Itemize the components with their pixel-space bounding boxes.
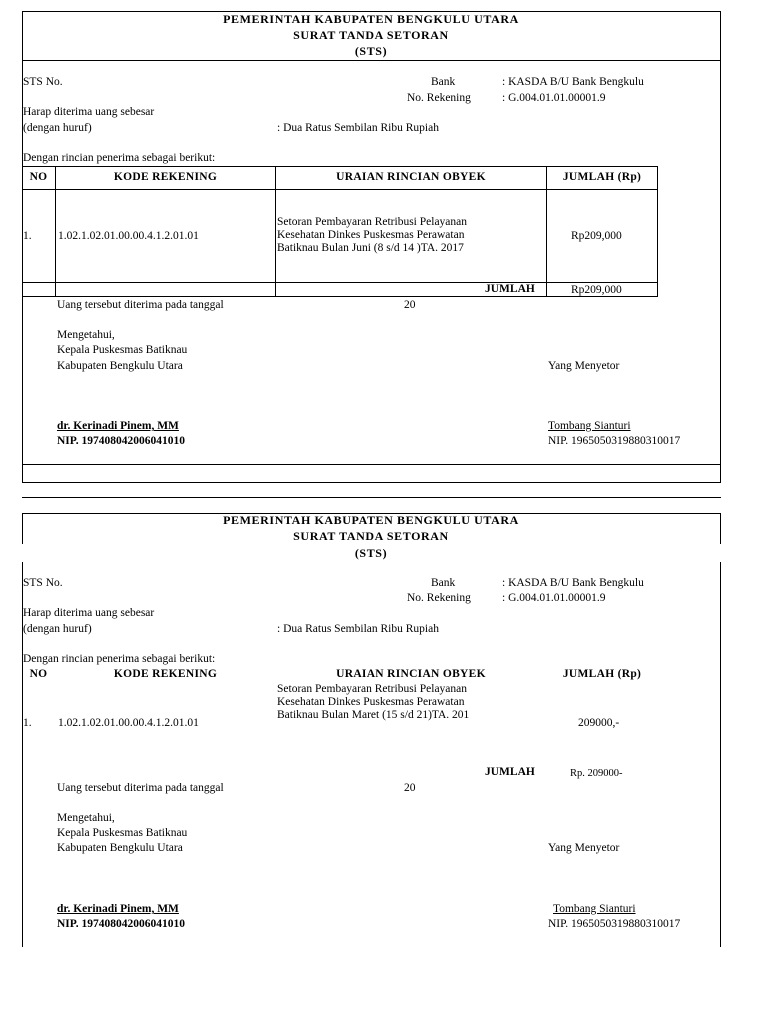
kabupaten: Kabupaten Bengkulu Utara bbox=[57, 360, 183, 372]
diterima-label: Uang tersebut diterima pada tanggal bbox=[57, 782, 224, 794]
diterima-label: Uang tersebut diterima pada tanggal bbox=[57, 299, 224, 311]
row-no: 1. bbox=[23, 717, 32, 729]
header-title: PEMERINTAH KABUPATEN BENGKULU UTARA bbox=[223, 513, 519, 527]
total-label: JUMLAH bbox=[485, 766, 535, 778]
header-sts: (STS) bbox=[354, 44, 388, 58]
rekening-value: : G.004.01.01.00001.9 bbox=[502, 92, 606, 104]
huruf-label: (dengan huruf) bbox=[23, 122, 92, 134]
huruf-value: : Dua Ratus Sembilan Ribu Rupiah bbox=[277, 623, 439, 635]
signer-right-name: Tombang Sianturi bbox=[553, 903, 636, 915]
signer-left-name: dr. Kerinadi Pinem, MM bbox=[57, 420, 179, 432]
col-jumlah: JUMLAH (Rp) bbox=[562, 171, 642, 183]
mengetahui: Mengetahui, bbox=[57, 329, 115, 341]
col-no: NO bbox=[29, 668, 48, 680]
sts-no-label: STS No. bbox=[23, 577, 63, 589]
yang-menyetor: Yang Menyetor bbox=[548, 360, 620, 372]
row-kode: 1.02.1.02.01.00.00.4.1.2.01.01 bbox=[58, 717, 199, 729]
harap-label: Harap diterima uang sebesar bbox=[23, 607, 155, 619]
row-uraian-2: Kesehatan Dinkes Puskesmas Perawatan bbox=[277, 696, 465, 708]
row-no: 1. bbox=[23, 230, 32, 242]
row-kode: 1.02.1.02.01.00.00.4.1.2.01.01 bbox=[58, 230, 199, 242]
huruf-value: : Dua Ratus Sembilan Ribu Rupiah bbox=[277, 122, 439, 134]
col-jumlah: JUMLAH (Rp) bbox=[562, 668, 642, 680]
total-value: Rp209,000 bbox=[571, 284, 622, 296]
row-jumlah: Rp209,000 bbox=[571, 230, 622, 242]
total-value: Rp. 209000- bbox=[570, 768, 623, 779]
signer-left-name: dr. Kerinadi Pinem, MM bbox=[57, 903, 179, 915]
kepala: Kepala Puskesmas Batiknau bbox=[57, 827, 188, 839]
huruf-label: (dengan huruf) bbox=[23, 623, 92, 635]
header-title: PEMERINTAH KABUPATEN BENGKULU UTARA bbox=[223, 12, 519, 26]
signer-right-nip: NIP. 1965050319880310017 bbox=[548, 918, 681, 930]
row-uraian-1: Setoran Pembayaran Retribusi Pelayanan bbox=[277, 216, 468, 228]
mengetahui: Mengetahui, bbox=[57, 812, 115, 824]
row-uraian-2: Kesehatan Dinkes Puskesmas Perawatan bbox=[277, 229, 465, 241]
bank-value: : KASDA B/U Bank Bengkulu bbox=[502, 76, 644, 88]
bank-label: Bank bbox=[431, 577, 456, 589]
signer-right-name: Tombang Sianturi bbox=[548, 420, 631, 432]
signer-left-nip: NIP. 197408042006041010 bbox=[57, 918, 185, 930]
diterima-year: 20 bbox=[404, 782, 416, 794]
rekening-label: No. Rekening bbox=[407, 92, 471, 104]
signer-left-nip: NIP. 197408042006041010 bbox=[57, 435, 185, 447]
rincian-label: Dengan rincian penerima sebagai berikut: bbox=[23, 653, 216, 665]
header-subtitle: SURAT TANDA SETORAN bbox=[293, 28, 449, 42]
col-uraian: URAIAN RINCIAN OBYEK bbox=[336, 171, 486, 183]
col-no: NO bbox=[29, 171, 48, 183]
total-label: JUMLAH bbox=[485, 283, 535, 295]
rekening-value: : G.004.01.01.00001.9 bbox=[502, 592, 606, 604]
header-sts: (STS) bbox=[354, 546, 388, 560]
row-uraian-3: Batiknau Bulan Maret (15 s/d 21)TA. 201 bbox=[277, 709, 470, 721]
harap-label: Harap diterima uang sebesar bbox=[23, 106, 155, 118]
col-uraian: URAIAN RINCIAN OBYEK bbox=[336, 668, 486, 680]
row-uraian-1: Setoran Pembayaran Retribusi Pelayanan bbox=[277, 683, 468, 695]
kabupaten: Kabupaten Bengkulu Utara bbox=[57, 842, 183, 854]
signer-right-nip: NIP. 1965050319880310017 bbox=[548, 435, 681, 447]
row-jumlah: 209000,- bbox=[578, 717, 620, 729]
diterima-year: 20 bbox=[404, 299, 416, 311]
sts-no-label: STS No. bbox=[23, 76, 63, 88]
kepala: Kepala Puskesmas Batiknau bbox=[57, 344, 188, 356]
bank-value: : KASDA B/U Bank Bengkulu bbox=[502, 577, 644, 589]
page-separator bbox=[22, 497, 721, 498]
rekening-label: No. Rekening bbox=[407, 592, 471, 604]
rincian-label: Dengan rincian penerima sebagai berikut: bbox=[23, 152, 216, 164]
bank-label: Bank bbox=[431, 76, 456, 88]
col-kode: KODE REKENING bbox=[113, 668, 218, 680]
col-kode: KODE REKENING bbox=[113, 171, 218, 183]
yang-menyetor: Yang Menyetor bbox=[548, 842, 620, 854]
header-subtitle: SURAT TANDA SETORAN bbox=[293, 529, 449, 543]
row-uraian-3: Batiknau Bulan Juni (8 s/d 14 )TA. 2017 bbox=[277, 242, 464, 254]
